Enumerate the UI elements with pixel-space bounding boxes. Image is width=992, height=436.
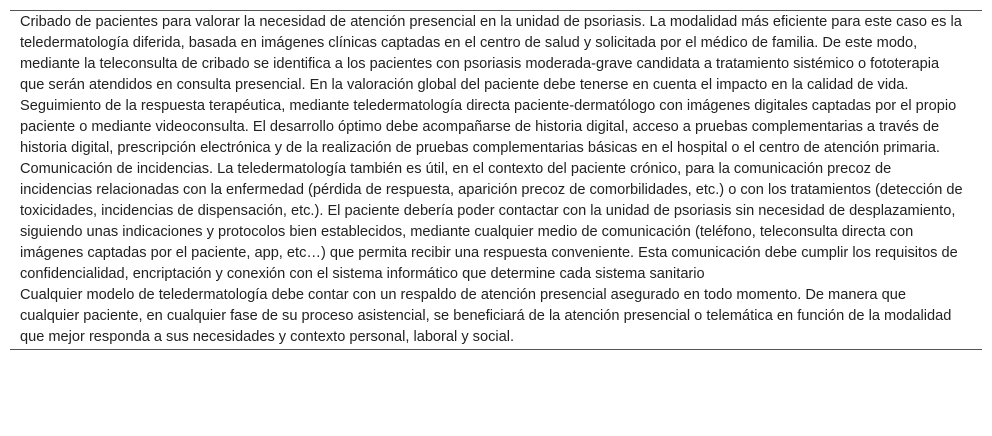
table-cell [10,12,982,348]
paragraph-follow-up: Seguimiento de la respuesta terapéutica, mediante teledermatología directa paciente-dermatólogo con imágenes digitales captadas por el propio paciente o mediante videoconsulta. El desarrollo óptimo debe acompañarse de historia digital, acceso a pruebas complementarias a través de historia digital, prescripción electrónica y de la realización de pruebas complementarias básicas en el hospital o el centro de atención primaria. [20,98,957,156]
paragraph-incidents: Comunicación de incidencias. La teledermatología también es útil, en el contexto del paciente crónico, para la comunicación precoz de incidencias relacionadas con la enfermedad (pérdida de respuesta, aparición precoz de comorbilidades, etc.) o con los tratamientos (detección de toxicidades, incidencias de dispensación, etc.). El paciente debería poder contactar con la unidad de psoriasis sin necesidad de desplazamiento, siguiendo unas indicaciones y protocolos bien establecidos, mediante cualquier medio de comunicación (teléfono, teleconsulta directa con imágenes captadas por el paciente, app, etc…) que permita recibir una respuesta conveniente. Esta comunicación debe cumplir los requisitos de confidencialidad, encriptación y conexión con el sistema informático que determine cada sistema sanitario [20,161,963,282]
paragraph-in-person-support: Cualquier modelo de teledermatología debe contar con un respaldo de atención presencial asegurado en todo momento. De manera que cualquier paciente, en cualquier fase de su proceso asistencial, se beneficiará de la atención presencial o telemática en función de la modalidad que mejor responda a sus necesidades y contexto personal, laboral y social. [20,287,952,345]
paragraph-screening: Cribado de pacientes para valorar la necesidad de atención presencial en la unidad de psoriasis. La modalidad más eficiente para este caso es la teledermatología diferida, basada en imágenes clínicas captadas en el centro de salud y solicitada por el médico de familia. De este modo, mediante la teleconsulta de cribado se identifica a los pacientes con psoriasis moderada-grave candidata a tratamiento sistémico o fototerapia que serán atendidos en consulta presencial. En la valoración global del paciente debe tenerse en cuenta el impacto en la calidad de vida. [20,14,962,93]
text-table [10,10,982,350]
